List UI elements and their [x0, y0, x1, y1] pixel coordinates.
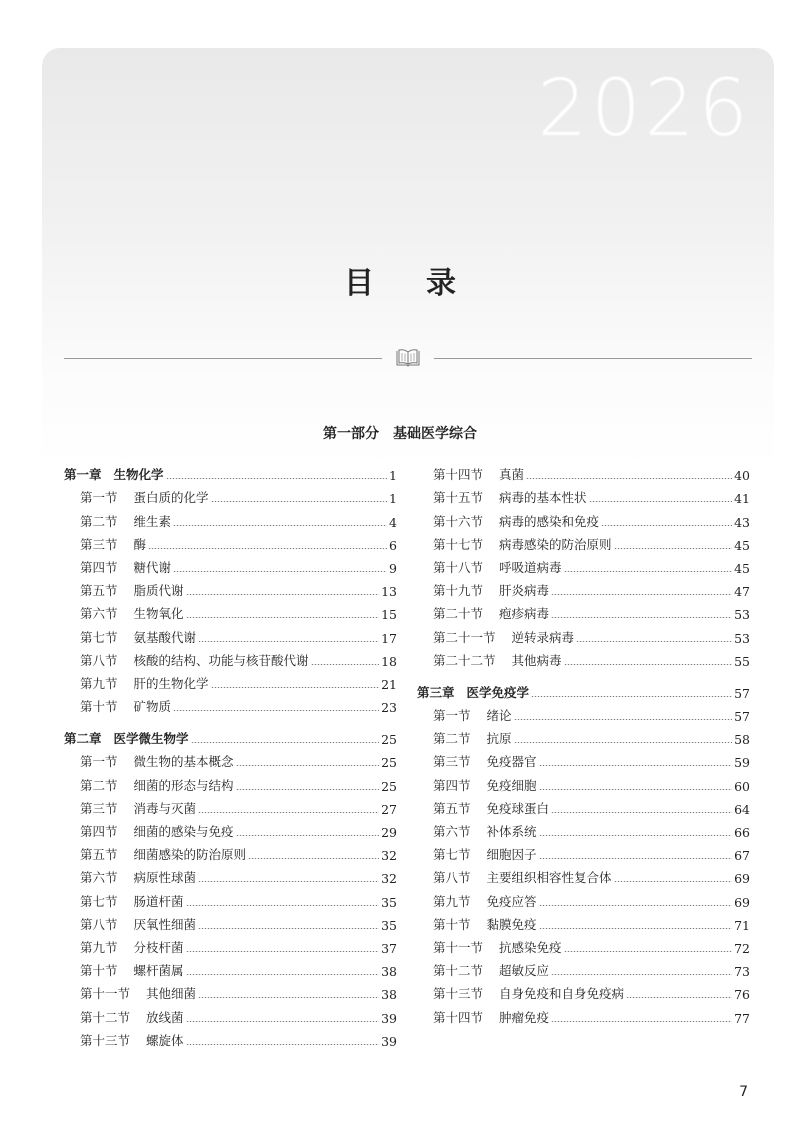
toc-entry-title: 真菌 — [499, 467, 525, 483]
toc-section-entry[interactable] — [64, 576, 397, 599]
toc-entry-page: 38 — [381, 987, 397, 1003]
toc-section-entry[interactable] — [64, 1026, 397, 1049]
toc-entry-number: 第八节 — [80, 916, 118, 932]
toc-entry-title: 逆转录病毒 — [511, 629, 575, 645]
toc-entry-page: 64 — [734, 801, 750, 817]
year-watermark: 2026 — [537, 64, 752, 154]
toc-entry-page: 55 — [734, 653, 750, 669]
toc-section-entry[interactable] — [64, 692, 397, 715]
toc-leader-dots — [211, 687, 380, 688]
toc-entry-number: 第五节 — [80, 847, 118, 863]
toc-section-entry[interactable] — [417, 724, 750, 747]
toc-entry-page: 67 — [734, 848, 750, 864]
toc-section-entry[interactable] — [417, 1002, 750, 1025]
toc-leader-dots — [539, 858, 733, 859]
toc-entry-number: 第一节 — [80, 754, 118, 770]
toc-entry-title: 肿瘤免疫 — [499, 1009, 550, 1025]
toc-entry-number: 第二节 — [433, 731, 471, 747]
toc-chapter-entry[interactable] — [64, 724, 397, 747]
toc-section-entry[interactable] — [64, 933, 397, 956]
toc-entry-title: 矿物质 — [133, 699, 172, 715]
toc-entry-title: 蛋白质的化学 — [133, 490, 209, 506]
toc-chapter-entry[interactable] — [417, 678, 750, 701]
toc-entry-page: 25 — [381, 732, 397, 748]
toc-leader-dots — [539, 928, 733, 929]
toc-leader-dots — [191, 742, 380, 743]
toc-entry-page: 73 — [734, 964, 750, 980]
toc-leader-dots — [198, 881, 379, 882]
toc-entry-title: 免疫细胞 — [486, 777, 537, 793]
toc-leader-dots — [173, 571, 387, 572]
toc-entry-page: 25 — [381, 755, 397, 771]
toc-section-entry[interactable] — [417, 599, 750, 622]
toc-leader-dots — [601, 525, 732, 526]
toc-left-column — [64, 460, 397, 1049]
toc-leader-dots — [186, 905, 380, 906]
chapter-spacer — [64, 715, 397, 724]
toc-entry-number: 第四节 — [80, 559, 118, 575]
toc-leader-dots — [236, 765, 380, 766]
toc-leader-dots — [236, 835, 380, 836]
toc-entry-number: 第十七节 — [433, 536, 484, 552]
toc-leader-dots — [539, 765, 733, 766]
toc-entry-number: 第十节 — [80, 699, 118, 715]
toc-entry-number: 第二十一节 — [433, 629, 496, 645]
toc-entry-page: 1 — [389, 491, 397, 507]
toc-entry-title: 绪论 — [486, 708, 512, 724]
toc-entry-number: 第二十二节 — [433, 652, 496, 668]
toc-entry-number: 第七节 — [80, 893, 118, 909]
toc-entry-number: 第十五节 — [433, 490, 484, 506]
toc-section-entry[interactable] — [64, 886, 397, 909]
toc-leader-dots — [626, 997, 732, 998]
toc-entry-page: 4 — [389, 514, 397, 530]
toc-entry-page: 1 — [389, 468, 397, 484]
toc-leader-dots — [236, 789, 380, 790]
toc-entry-number: 第十二节 — [433, 963, 484, 979]
toc-entry-number: 第八节 — [80, 652, 118, 668]
toc-leader-dots — [589, 501, 733, 502]
toc-entry-page: 39 — [381, 1010, 397, 1026]
toc-leader-dots — [248, 858, 379, 859]
toc-section-entry[interactable] — [64, 669, 397, 692]
toc-section-entry[interactable] — [64, 506, 397, 529]
toc-section-entry[interactable] — [64, 794, 397, 817]
toc-entry-page: 43 — [734, 514, 750, 530]
toc-entry-title: 螺旋体 — [146, 1032, 184, 1048]
toc-entry-title: 黏膜免疫 — [486, 916, 537, 932]
toc-section-entry[interactable] — [417, 530, 750, 553]
toc-entry-page: 57 — [734, 709, 750, 725]
toc-entry-number: 第九节 — [80, 675, 118, 691]
toc-right-column — [417, 460, 750, 1026]
toc-chapter-entry[interactable] — [64, 460, 397, 483]
toc-leader-dots — [526, 478, 732, 479]
toc-entry-page: 69 — [734, 871, 750, 887]
toc-entry-page: 32 — [381, 871, 397, 887]
toc-section-entry[interactable] — [64, 770, 397, 793]
toc-entry-number: 第二章 — [64, 731, 102, 747]
toc-entry-number: 第十一节 — [80, 986, 131, 1002]
page-number: 7 — [739, 1084, 748, 1100]
toc-entry-title: 超敏反应 — [499, 963, 550, 979]
toc-entry-number: 第二十节 — [433, 606, 484, 622]
toc-entry-page: 27 — [381, 801, 397, 817]
toc-entry-page: 72 — [734, 940, 750, 956]
toc-entry-page: 40 — [734, 468, 750, 484]
toc-leader-dots — [173, 525, 387, 526]
toc-entry-title: 病毒的基本性状 — [499, 490, 587, 506]
toc-leader-dots — [539, 835, 733, 836]
toc-leader-dots — [148, 548, 387, 549]
toc-leader-dots — [551, 1021, 732, 1022]
toc-leader-dots — [551, 617, 732, 618]
toc-leader-dots — [173, 710, 379, 711]
chapter-spacer — [417, 669, 750, 678]
toc-entry-page: 76 — [734, 987, 750, 1003]
toc-entry-number: 第十二节 — [80, 1009, 131, 1025]
toc-entry-title: 核酸的结构、功能与核苷酸代谢 — [133, 652, 309, 668]
toc-entry-page: 53 — [734, 607, 750, 623]
toc-section-entry[interactable] — [417, 747, 750, 770]
toc-entry-page: 37 — [381, 940, 397, 956]
toc-entry-number: 第四节 — [433, 777, 471, 793]
toc-entry-number: 第九节 — [80, 939, 118, 955]
toc-leader-dots — [211, 501, 388, 502]
toc-entry-title: 病毒感染的防治原则 — [499, 536, 612, 552]
toc-section-entry[interactable] — [417, 622, 750, 645]
toc-entry-number: 第六节 — [80, 606, 118, 622]
toc-entry-title: 脂质代谢 — [133, 583, 184, 599]
toc-entry-page: 38 — [381, 964, 397, 980]
toc-entry-title: 厌氧性细菌 — [133, 916, 197, 932]
toc-section-entry[interactable] — [417, 553, 750, 576]
toc-entry-page: 58 — [734, 732, 750, 748]
toc-entry-title: 细胞因子 — [486, 847, 537, 863]
toc-section-entry[interactable] — [417, 794, 750, 817]
toc-entry-number: 第十三节 — [433, 986, 484, 1002]
toc-entry-number: 第一节 — [80, 490, 118, 506]
toc-entry-number: 第八节 — [433, 870, 471, 886]
toc-entry-number: 第十六节 — [433, 513, 484, 529]
toc-section-entry[interactable] — [417, 460, 750, 483]
toc-section-entry[interactable] — [64, 840, 397, 863]
toc-entry-title: 其他病毒 — [511, 652, 562, 668]
toc-entry-number: 第十节 — [433, 916, 471, 932]
toc-section-entry[interactable] — [417, 701, 750, 724]
toc-leader-dots — [198, 997, 379, 998]
toc-section-entry[interactable] — [417, 979, 750, 1002]
toc-entry-number: 第七节 — [433, 847, 471, 863]
divider-line-right — [434, 358, 752, 359]
toc-section-entry[interactable] — [417, 933, 750, 956]
toc-leader-dots — [614, 548, 733, 549]
toc-leader-dots — [186, 974, 380, 975]
toc-entry-page: 59 — [734, 755, 750, 771]
toc-entry-page: 45 — [734, 560, 750, 576]
toc-entry-number: 第五节 — [433, 800, 471, 816]
toc-entry-number: 第一章 — [64, 467, 102, 483]
toc-section-entry[interactable] — [64, 747, 397, 770]
toc-entry-page: 53 — [734, 630, 750, 646]
toc-entry-title: 生物化学 — [113, 467, 164, 483]
toc-entry-number: 第四节 — [80, 824, 118, 839]
toc-entry-title: 免疫器官 — [486, 754, 537, 770]
toc-entry-title: 疱疹病毒 — [499, 606, 550, 622]
toc-section-entry[interactable] — [417, 770, 750, 793]
toc-entry-title: 抗原 — [486, 731, 512, 747]
toc-entry-title: 螺杆菌属 — [133, 963, 184, 979]
toc-entry-title: 细菌感染的防治原则 — [133, 847, 247, 863]
toc-leader-dots — [551, 812, 732, 813]
toc-entry-title: 细菌的感染与免疫 — [133, 824, 234, 839]
toc-section-entry[interactable] — [417, 886, 750, 909]
toc-entry-number: 第七节 — [80, 629, 118, 645]
toc-section-entry[interactable] — [417, 863, 750, 886]
toc-section-entry[interactable] — [417, 817, 750, 840]
toc-section-entry[interactable] — [64, 483, 397, 506]
toc-entry-page: 32 — [381, 848, 397, 864]
toc-entry-title: 医学免疫学 — [466, 684, 530, 700]
toc-entry-title: 酶 — [133, 536, 147, 552]
toc-entry-page: 13 — [381, 584, 397, 600]
toc-entry-page: 25 — [381, 778, 397, 794]
toc-entry-title: 补体系统 — [486, 824, 537, 839]
toc-section-entry[interactable] — [64, 956, 397, 979]
toc-entry-title: 主要组织相容性复合体 — [486, 870, 612, 886]
toc-entry-title: 自身免疫和自身免疫病 — [499, 986, 625, 1002]
toc-entry-number: 第二节 — [80, 513, 118, 529]
toc-entry-number: 第十三节 — [80, 1032, 131, 1048]
toc-leader-dots — [564, 571, 733, 572]
toc-leader-dots — [166, 478, 388, 479]
toc-entry-number: 第五节 — [80, 583, 118, 599]
toc-section-entry[interactable] — [64, 863, 397, 886]
toc-section-entry[interactable] — [64, 1002, 397, 1025]
title-divider — [64, 348, 752, 368]
toc-section-entry[interactable] — [64, 910, 397, 933]
toc-entry-page: 6 — [389, 537, 397, 553]
toc-section-entry[interactable] — [417, 840, 750, 863]
toc-entry-title: 微生物的基本概念 — [133, 754, 234, 770]
toc-section-entry[interactable] — [64, 979, 397, 1002]
toc-entry-page: 41 — [734, 491, 750, 507]
toc-entry-title: 分枝杆菌 — [133, 939, 184, 955]
toc-entry-number: 第三节 — [80, 800, 118, 816]
toc-entry-title: 放线菌 — [146, 1009, 184, 1025]
toc-entry-page: 60 — [734, 778, 750, 794]
toc-section-entry[interactable] — [417, 646, 750, 669]
toc-entry-page: 9 — [389, 560, 397, 576]
open-book-icon — [394, 348, 422, 368]
toc-entry-title: 氨基酸代谢 — [133, 629, 197, 645]
toc-entry-title: 生物氧化 — [133, 606, 184, 622]
toc-section-entry[interactable] — [64, 622, 397, 645]
toc-leader-dots — [198, 928, 379, 929]
toc-leader-dots — [198, 641, 379, 642]
toc-leader-dots — [198, 812, 379, 813]
toc-leader-dots — [514, 742, 733, 743]
toc-leader-dots — [614, 881, 733, 882]
toc-entry-number: 第三章 — [417, 684, 455, 700]
toc-entry-number: 第六节 — [433, 824, 471, 839]
toc-leader-dots — [564, 951, 733, 952]
toc-section-entry[interactable] — [64, 599, 397, 622]
toc-entry-title: 糖代谢 — [133, 559, 172, 575]
toc-entry-title: 医学微生物学 — [113, 731, 189, 747]
toc-leader-dots — [551, 974, 732, 975]
toc-leader-dots — [186, 1044, 380, 1045]
toc-section-entry[interactable] — [417, 483, 750, 506]
toc-entry-number: 第十四节 — [433, 1009, 484, 1025]
page-title: 目录 — [344, 266, 508, 301]
toc-entry-page: 57 — [734, 685, 750, 701]
toc-entry-page: 17 — [381, 630, 397, 646]
toc-leader-dots — [514, 719, 733, 720]
toc-entry-title: 维生素 — [133, 513, 172, 529]
toc-section-entry[interactable] — [417, 506, 750, 529]
toc-section-entry[interactable] — [64, 530, 397, 553]
toc-entry-page: 71 — [734, 917, 750, 933]
toc-entry-page: 29 — [381, 825, 397, 840]
toc-entry-title: 免疫球蛋白 — [486, 800, 550, 816]
toc-entry-number: 第一节 — [433, 708, 471, 724]
part-heading: 第一部分 基础医学综合 — [323, 426, 477, 442]
toc-entry-number: 第二节 — [80, 777, 118, 793]
toc-section-entry[interactable] — [64, 553, 397, 576]
toc-entry-title: 消毒与灭菌 — [133, 800, 197, 816]
toc-leader-dots — [186, 594, 380, 595]
toc-leader-dots — [186, 951, 380, 952]
toc-entry-title: 肝炎病毒 — [499, 583, 550, 599]
toc-entry-number: 第三节 — [433, 754, 471, 770]
toc-leader-dots — [551, 594, 732, 595]
toc-entry-title: 肠道杆菌 — [133, 893, 184, 909]
toc-entry-number: 第十四节 — [433, 467, 484, 483]
toc-leader-dots — [576, 641, 732, 642]
toc-section-entry[interactable] — [64, 817, 397, 840]
toc-entry-page: 39 — [381, 1033, 397, 1049]
toc-entry-title: 病毒的感染和免疫 — [499, 513, 600, 529]
toc-entry-page: 47 — [734, 584, 750, 600]
toc-entry-title: 呼吸道病毒 — [499, 559, 562, 575]
toc-leader-dots — [539, 905, 733, 906]
toc-section-entry[interactable] — [417, 576, 750, 599]
toc-leader-dots — [539, 789, 733, 790]
toc-entry-number: 第十九节 — [433, 583, 484, 599]
toc-entry-title: 抗感染免疫 — [499, 939, 562, 955]
toc-entry-page: 35 — [381, 917, 397, 933]
toc-leader-dots — [311, 664, 380, 665]
toc-entry-title: 肝的生物化学 — [133, 675, 209, 691]
toc-entry-page: 18 — [381, 653, 397, 669]
toc-leader-dots — [531, 696, 732, 697]
toc-entry-number: 第九节 — [433, 893, 471, 909]
toc-entry-title: 病原性球菌 — [133, 870, 197, 886]
toc-entry-page: 45 — [734, 537, 750, 553]
toc-entry-title: 其他细菌 — [146, 986, 197, 1002]
toc-entry-number: 第三节 — [80, 536, 118, 552]
toc-entry-number: 第十八节 — [433, 559, 484, 575]
toc-section-entry[interactable] — [64, 646, 397, 669]
toc-entry-page: 15 — [381, 607, 397, 623]
toc-entry-page: 69 — [734, 894, 750, 910]
toc-leader-dots — [186, 617, 380, 618]
toc-entry-page: 66 — [734, 825, 750, 840]
toc-entry-number: 第六节 — [80, 870, 118, 886]
toc-leader-dots — [186, 1021, 380, 1022]
toc-entry-title: 免疫应答 — [486, 893, 537, 909]
toc-leader-dots — [564, 664, 733, 665]
toc-entry-number: 第十一节 — [433, 939, 484, 955]
toc-entry-page: 21 — [381, 676, 397, 692]
toc-entry-page: 23 — [381, 700, 397, 716]
toc-entry-title: 细菌的形态与结构 — [133, 777, 234, 793]
toc-entry-number: 第十节 — [80, 963, 118, 979]
toc-section-entry[interactable] — [417, 910, 750, 933]
toc-entry-page: 77 — [734, 1010, 750, 1026]
toc-section-entry[interactable] — [417, 956, 750, 979]
toc-entry-page: 35 — [381, 894, 397, 910]
divider-line-left — [64, 358, 382, 359]
